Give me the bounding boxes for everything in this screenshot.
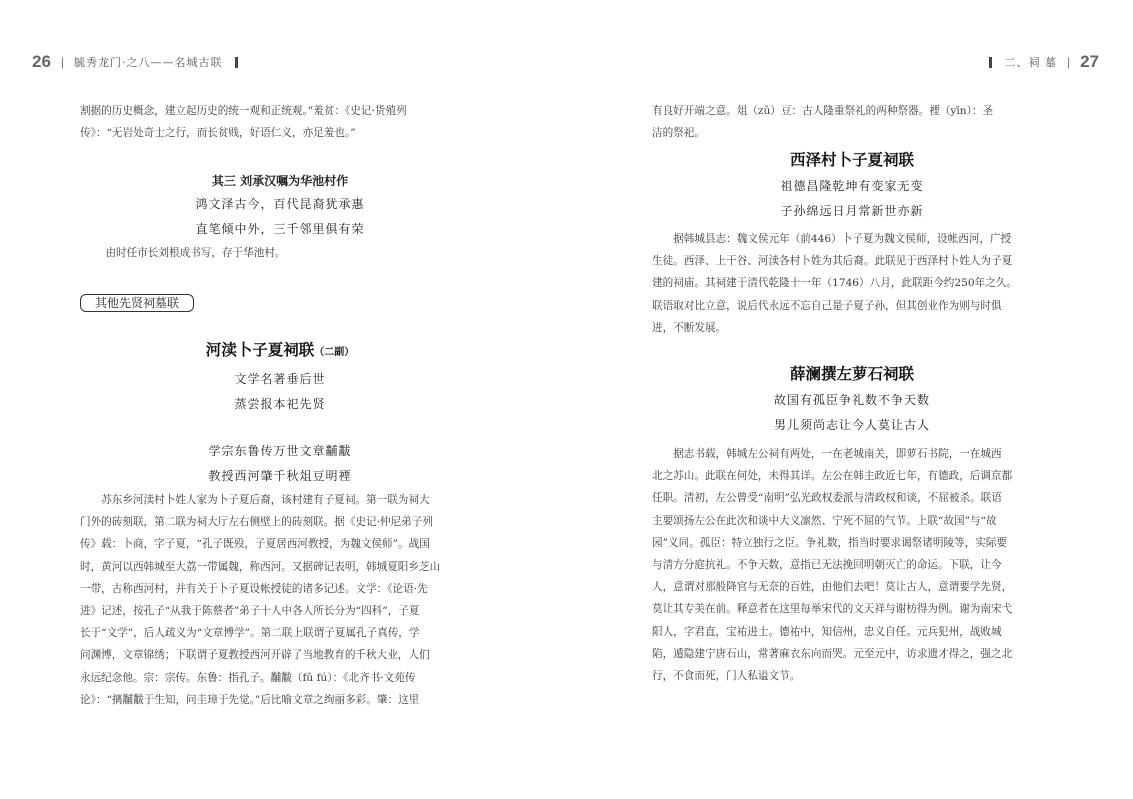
left-intro-line-2: 传》：“无岩处奇士之行，而长贫贱，好语仁义，亦足羞也。” [80,127,356,140]
hedu-body-line-9: 永远纪念他。宗：宗传。东鲁：指孔子。黼黻（fǔ fú）：《北齐书·文苑传 [80,671,416,684]
left-header-title: 毓秀龙门·之八——名城古联 [74,56,223,69]
section-title-xuelan: 薛澜撰左萝石祠联 [789,364,914,383]
right-page [566,0,1133,799]
xize-body-line-5: 进，不断发展。 [652,321,727,334]
category-label-row [80,292,480,312]
header-separator: | [60,55,65,69]
xize-body-line-1: 据韩城县志：魏文侯元年（前446）卜子夏为魏文侯师，设帐西河，广授 [673,233,1012,245]
left-intro-line-1: 割据的历史概念，建立起历史的统一观和正统观。”羞贫：《史记·货殖列 [80,105,407,117]
hedu-body-line-8: 问渊博，文章锦绣；下联谓子夏教授西河开辟了当地教育的千秋大业，人们 [80,649,430,662]
hedu-couplet2-lower: 教授西河肇千秋俎豆明禋 [208,469,352,483]
hedu-body-line-2: 门外的砖刻联，第二联为祠大厅左右侧壁上的砖刻联。据《史记·仲尼弟子列 [80,516,433,529]
section-title-hedu [80,336,480,367]
item3-title: 其三 刘承汉嘱为华池村作 [211,174,349,188]
left-page [0,0,566,799]
right-intro-line-1: 有良好开端之意。俎（zǔ）豆：古人隆重祭礼的两种祭器。禋（yīn）：圣 [652,105,994,117]
xuelan-body-line-11: 行，不食而死，门人私谥文节。 [652,670,801,683]
section-title-hedu-text: 河渎卜子夏祠联 [205,340,315,359]
left-page-number: 26 [32,52,51,71]
header-separator: | [1066,55,1071,69]
left-intro [80,100,480,144]
xuelan-couplet-lower: 男儿须尚志让今人莫让古人 [773,418,930,432]
header-bar-mark [989,57,992,68]
hedu-body-line-10: 论》：“摛黼黻于生知，问圭璋于先觉。”后比喻文章之绚丽多彩。肇：这里 [80,693,420,706]
xuelan-section [652,360,1052,438]
xize-body [652,228,1052,339]
hedu-body-line-3: 传》载：卜商，字子夏，“孔子既殁，子夏居西河教授，为魏文侯师”。战国 [80,538,430,551]
category-label: 其他先贤祠墓联 [80,294,194,312]
section-title-hedu-count: （二副） [314,347,355,358]
xuelan-body [652,443,1052,687]
xuelan-body-line-7: 人，意谓对那般降官与无奈的百姓，由他们去吧！莫让古人，意谓要学先贤， [652,581,1013,594]
xuelan-body-line-10: 陷，遁隐建宁唐石山，常著麻衣东向而哭。元至元中，访求遗才得之，强之北 [652,647,1013,660]
xize-body-line-4: 联语取对比立意，说后代永远不忘自己是子夏子孙，但其创业作为则与时俱 [652,299,1002,312]
item3-block [80,170,480,264]
right-intro-line-2: 洁的祭祀。 [652,127,705,140]
xize-body-line-3: 建的祠庙。其祠建于清代乾隆十一年（1746）八月，此联距今约250年之久。 [652,277,1017,290]
xize-couplet-upper: 祖德昌隆乾坤有变家无变 [780,179,924,193]
xuelan-couplet-upper: 故国有孤臣争礼数不争天数 [773,393,930,407]
right-header-title: 二、祠 墓 [1004,56,1057,69]
hedu-body [80,489,480,711]
xuelan-body-line-8: 莫让其专美在前。释意者在这里每举宋代的文天祥与谢枋得为例。谢为南宋弋 [652,603,1013,616]
right-intro [652,100,1052,144]
hedu-couplet1-upper: 文学名著垂后世 [234,372,326,386]
section-title-xize: 西泽村卜子夏祠联 [789,150,914,169]
item3-couplet-upper: 鸿文泽古今，百代昆裔犹承惠 [195,197,365,211]
hedu-couplet1-lower: 蒸尝报本祀先贤 [234,397,326,411]
hedu-section [80,336,480,489]
left-page-header [32,52,238,72]
xuelan-body-line-5: 园”义同。孤臣：特立独行之臣。争礼数，指当时要求谒祭诸明陵等，实际要 [652,536,1008,549]
right-page-number: 27 [1080,52,1099,71]
hedu-body-line-7: 长于“文学”，后人疏义为“文章博学”。第二联上联谓子夏属孔子真传，学 [80,627,420,640]
header-bar-mark [235,57,238,68]
hedu-body-line-4: 时，黄河以西韩城至大荔一带属魏，称西河。又据碑记表明，韩城夏阳乡芝山 [80,560,441,573]
hedu-couplet2-upper: 学宗东鲁传万世文章黼黻 [208,444,352,458]
hedu-body-line-5: 一带，古称西河村，并有关于卜子夏设帐授徒的诸多记述。文学：《论语·先 [80,582,428,595]
xize-couplet-lower: 子孙绵远日月常新世亦新 [780,204,924,218]
hedu-body-line-6: 进》记述，按孔子“从我于陈蔡者”弟子十人中各人所长分为“四科”，子夏 [80,605,420,618]
xuelan-body-line-4: 主要颂扬左公在此次和谈中大义凛然、宁死不屈的气节。上联“故国”与“故 [652,514,997,527]
xize-body-line-2: 生徒。西泽、上干谷、河渎各村卜姓为其后裔。此联见于西泽村卜姓人为子夏 [652,255,1013,268]
xuelan-body-line-1: 据志书载，韩城左公祠有两处，一在老城南关，即萝石书院，一在城西 [673,448,1002,460]
xuelan-body-line-6: 与清方分庭抗礼。不争天数，意指已无法挽回明朝灭亡的命运。下联，让今 [652,559,1002,572]
item3-note: 由时任市长刘根成书写，存于华池村。 [105,247,286,259]
xize-section [652,146,1052,224]
item3-couplet-lower: 直笔倾中外，三千邻里俱有荣 [195,222,365,236]
right-page-header [989,52,1099,72]
xuelan-body-line-2: 北之苏山。此联在何处，未得其详。左公在韩主政近七年，有德政，后调京都 [652,470,1013,483]
hedu-body-line-1: 苏东乡河渎村卜姓人家为卜子夏后裔，该村建有子夏祠。第一联为祠大 [101,494,430,506]
xuelan-body-line-3: 任职。清初，左公曾受“南明”弘光政权委派与清政权和谈，不屈被杀。联语 [652,492,1002,505]
xuelan-body-line-9: 阳人，字君直，宝祐进士。德祐中，知信州，忠义自任。元兵犯州，战败城 [652,625,1002,638]
